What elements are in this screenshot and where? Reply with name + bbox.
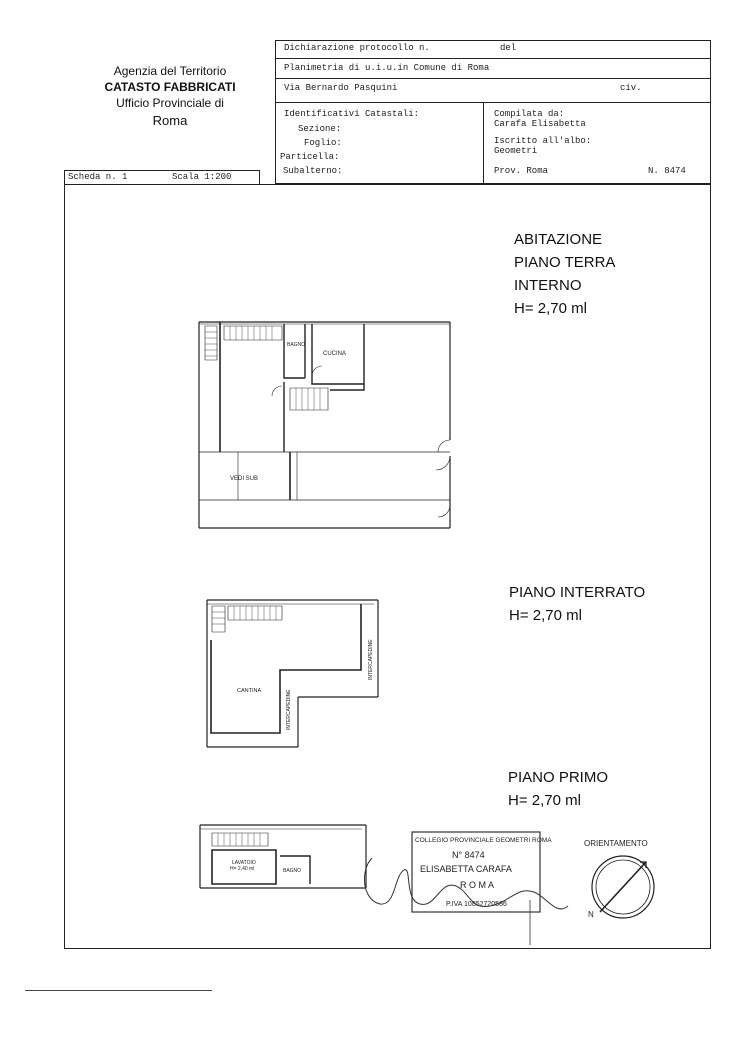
first-bagno-label: BAGNO <box>283 868 302 874</box>
planimetry-label: Planimetria di u.i.u.in Comune di Roma <box>284 63 490 73</box>
basement-cantina-label: CANTINA <box>237 688 262 694</box>
stamp-line-5: P.IVA 10852720586 <box>446 901 507 908</box>
first-lavatoio-label: LAVATOIO <box>232 860 256 866</box>
ground-title-1: ABITAZIONE <box>514 231 603 248</box>
bottom-rule <box>25 990 212 991</box>
province: Prov. Roma <box>494 166 549 176</box>
register-number: N. 8474 <box>648 166 686 176</box>
registered-label: Iscritto all'albo: <box>494 136 592 146</box>
first-lavatoio-height: H= 2,40 ml <box>230 866 255 872</box>
sezione-label: Sezione: <box>298 124 342 134</box>
address-label: Via Bernardo Pasquini <box>284 83 398 93</box>
ground-vedi-sub-label: VEDI SUB <box>230 476 259 482</box>
office-label: Ufficio Provinciale di <box>116 96 224 110</box>
scheda-label: Scheda n. 1 <box>68 172 128 182</box>
ground-bagno-label: BAGNO <box>287 342 306 348</box>
scala-label: Scala 1:200 <box>172 172 232 182</box>
compiler-name: Carafa Elisabetta <box>494 119 586 129</box>
catasto-fabbricati: CATASTO FABBRICATI <box>104 80 236 94</box>
north-label: N <box>588 910 594 919</box>
ground-height: H= 2,70 ml <box>514 300 587 317</box>
office-city: Roma <box>152 113 188 128</box>
basement-title: PIANO INTERRATO <box>509 584 646 601</box>
compass-icon <box>592 856 654 918</box>
stamp-line-3: ELISABETTA CARAFA <box>420 864 512 874</box>
protocol-label: Dichiarazione protocollo n. <box>284 43 430 53</box>
orientation-label: ORIENTAMENTO <box>584 839 648 848</box>
basement-plan <box>207 600 378 747</box>
stamp-line-1: COLLEGIO PROVINCIALE GEOMETRI ROMA <box>415 837 552 844</box>
stamp-line-4: R O M A <box>460 880 495 890</box>
del-label: del <box>500 43 517 53</box>
foglio-label: Foglio: <box>304 138 342 148</box>
basement-height: H= 2,70 ml <box>509 607 582 624</box>
stamp-line-2: N° 8474 <box>452 850 485 860</box>
ground-cucina-label: CUCINA <box>323 351 347 357</box>
first-height: H= 2,70 ml <box>508 792 581 809</box>
ground-title-3: INTERNO <box>514 277 582 294</box>
basement-intercapedine-2: INTERCAPEDINE <box>286 689 292 730</box>
profession: Geometri <box>494 146 538 156</box>
basement-intercapedine-1: INTERCAPEDINE <box>368 639 374 680</box>
first-title: PIANO PRIMO <box>508 769 609 786</box>
ground-title-2: PIANO TERRA <box>514 254 616 271</box>
cadastral-title: Identificativi Catastali: <box>284 109 420 119</box>
compiled-by-label: Compilata da: <box>494 109 565 119</box>
subalterno-label: Subalterno: <box>283 166 343 176</box>
agency-name: Agenzia del Territorio <box>113 64 227 78</box>
particella-label: Particella: <box>280 152 340 162</box>
civ-label: civ. <box>620 83 642 93</box>
first-floor-plan <box>200 825 366 888</box>
